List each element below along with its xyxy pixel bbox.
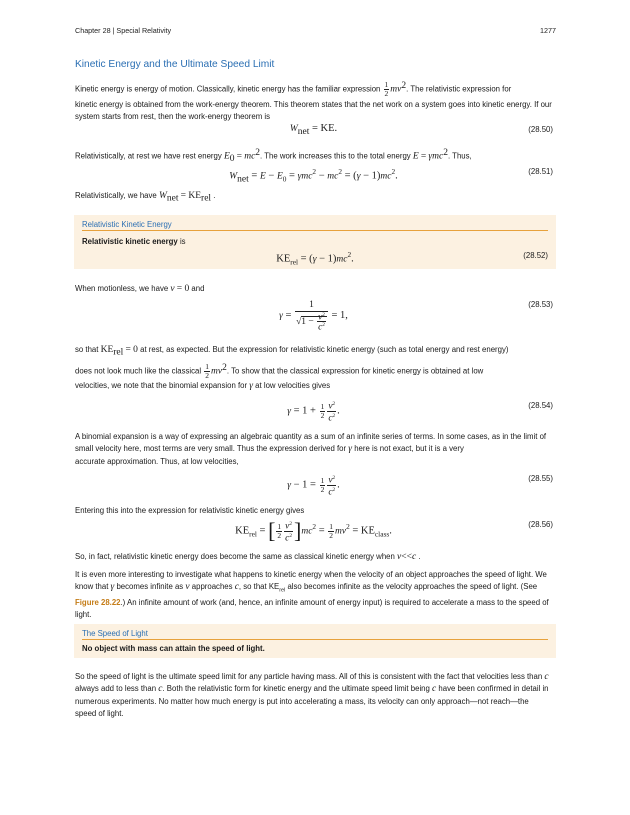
paragraph-speed-limit: So the speed of light is the ultimate speed limit for any particle having mass. All of this is consistent with the fact that velocities less than c always add to less than c. Both the relativistic form for kinetic energy and the ultimate speed limit being c have been confirmed in detail in numerous experiments. No matter how much energy is put into accelerating a mass, its velocity can only approach—not reach—the speed of light. xyxy=(75,672,549,718)
equation-28-52: $KE_{rel} = (\gamma - 1)mc^2$. xyxy=(276,250,354,267)
callout-relativistic-kinetic-energy xyxy=(74,215,556,269)
paragraph-at-rest-cont2: velocities, we note that the binomial expansion for γ at low velocities gives xyxy=(75,381,331,391)
callout-text: Relativistic kinetic energy is xyxy=(82,237,186,246)
equation-number: (28.50) xyxy=(528,125,553,134)
equation-number: (28.51) xyxy=(528,167,553,176)
equation-28-50: $W_{net}$ = KE. xyxy=(289,123,338,138)
equation-28-51: $W_{net} = E - E_0 = \gamma mc^2 - mc^2 = (\gamma - 1)mc^2$. xyxy=(229,167,398,185)
equation-number: (28.53) xyxy=(528,300,553,309)
paragraph-in-fact: So, in fact, relativistic kinetic energy does become the same as classical kinetic energy when v<<c . xyxy=(75,552,421,562)
figure-link[interactable]: Figure 28.22 xyxy=(75,598,121,608)
page-number: 1277 xyxy=(540,26,556,35)
paragraph-motionless: When motionless, we have v = 0 and xyxy=(75,284,205,294)
callout-title: The Speed of Light xyxy=(82,629,548,640)
paragraph-intro-cont: kinetic energy is obtained from the work-energy theorem. This theorem states that the net work on a system goes into kinetic energy. If our system starts from rest, then the work-energy theorem is xyxy=(75,100,552,122)
paragraph-binomial: A binomial expansion is a way of expressing an algebraic quantity as a sum of an infinite series of terms. In some cases, as in the limit of small velocity here, most terms are very small. Thus the expression derived for γ here is not exact, but it is a very xyxy=(75,432,547,455)
callout-text: No object with mass can attain the speed of light. xyxy=(82,644,265,653)
callout-title: Relativistic Kinetic Energy xyxy=(82,220,548,231)
paragraph-entering: Entering this into the expression for relativistic kinetic energy gives xyxy=(75,506,305,515)
equation-number: (28.52) xyxy=(523,251,548,260)
equation-number: (28.55) xyxy=(528,474,553,483)
paragraph-binomial-cont: accurate approximation. Thus, at low velocities, xyxy=(75,457,239,466)
chapter-header: Chapter 28 | Special Relativity xyxy=(75,26,172,35)
section-title: Kinetic Energy and the Ultimate Speed Limit xyxy=(75,59,275,70)
paragraph-relativistic-work: Relativistically, we have $W_{net} = KE_{rel}$ . xyxy=(75,191,216,204)
paragraph-at-rest: so that $KE_{rel} = 0$ at rest, as expected. But the expression for relativistic kinetic energy (such as total energy and rest energy) xyxy=(75,345,509,358)
equation-28-55: γ − 1 = $\frac{1}{2}$ $\frac{v^2}{c^2}$ . xyxy=(287,475,340,497)
paragraph-rest-energy: Relativistically, at rest we have rest energy $E_0 = mc^2$. The work increases this to the total energy E = γmc$^2$. Thus, xyxy=(75,148,472,165)
paragraph-at-rest-cont: does not look much like the classical $\frac{1}{2}$ $mv^2$. To show that the classical expression for kinetic energy is obtained at low xyxy=(75,362,484,381)
paragraph-intro: Kinetic energy is energy of motion. Classically, kinetic energy has the familiar expression $\frac{1}{2}$ $mv^2$. The relativistic expression for xyxy=(75,80,512,99)
paragraph-interesting: It is even more interesting to investigate what happens to kinetic energy when the velocity of an object approaches the speed of light. We know that γ becomes infinite as v approaches c, so that $KE_{rel}$ also becomes infinite as the velocity approaches the speed of light. (See Figure 28.22.) An infinite amount of work (and, hence, an infinite amount of energy input) is required to accelerate a mass to the speed of light. xyxy=(75,570,549,620)
equation-28-54: γ = 1 + $\frac{1}{2}$ $\frac{v^2}{c^2}$ . xyxy=(287,401,340,423)
equation-28-56: $KE_{rel}$ = [ $\frac{1}{2}$ $\frac{v^2}{c^2}$ ]$mc^2$ = $\frac{1}{2}$ $mv^2 = KE_{class}$. xyxy=(235,518,392,543)
equation-number: (28.54) xyxy=(528,401,553,410)
callout-speed-of-light xyxy=(74,624,556,658)
equation-number: (28.56) xyxy=(528,520,553,529)
equation-28-53: γ = 1 √1 − $\frac{v^2}{c^2}$ = 1, xyxy=(279,300,348,333)
